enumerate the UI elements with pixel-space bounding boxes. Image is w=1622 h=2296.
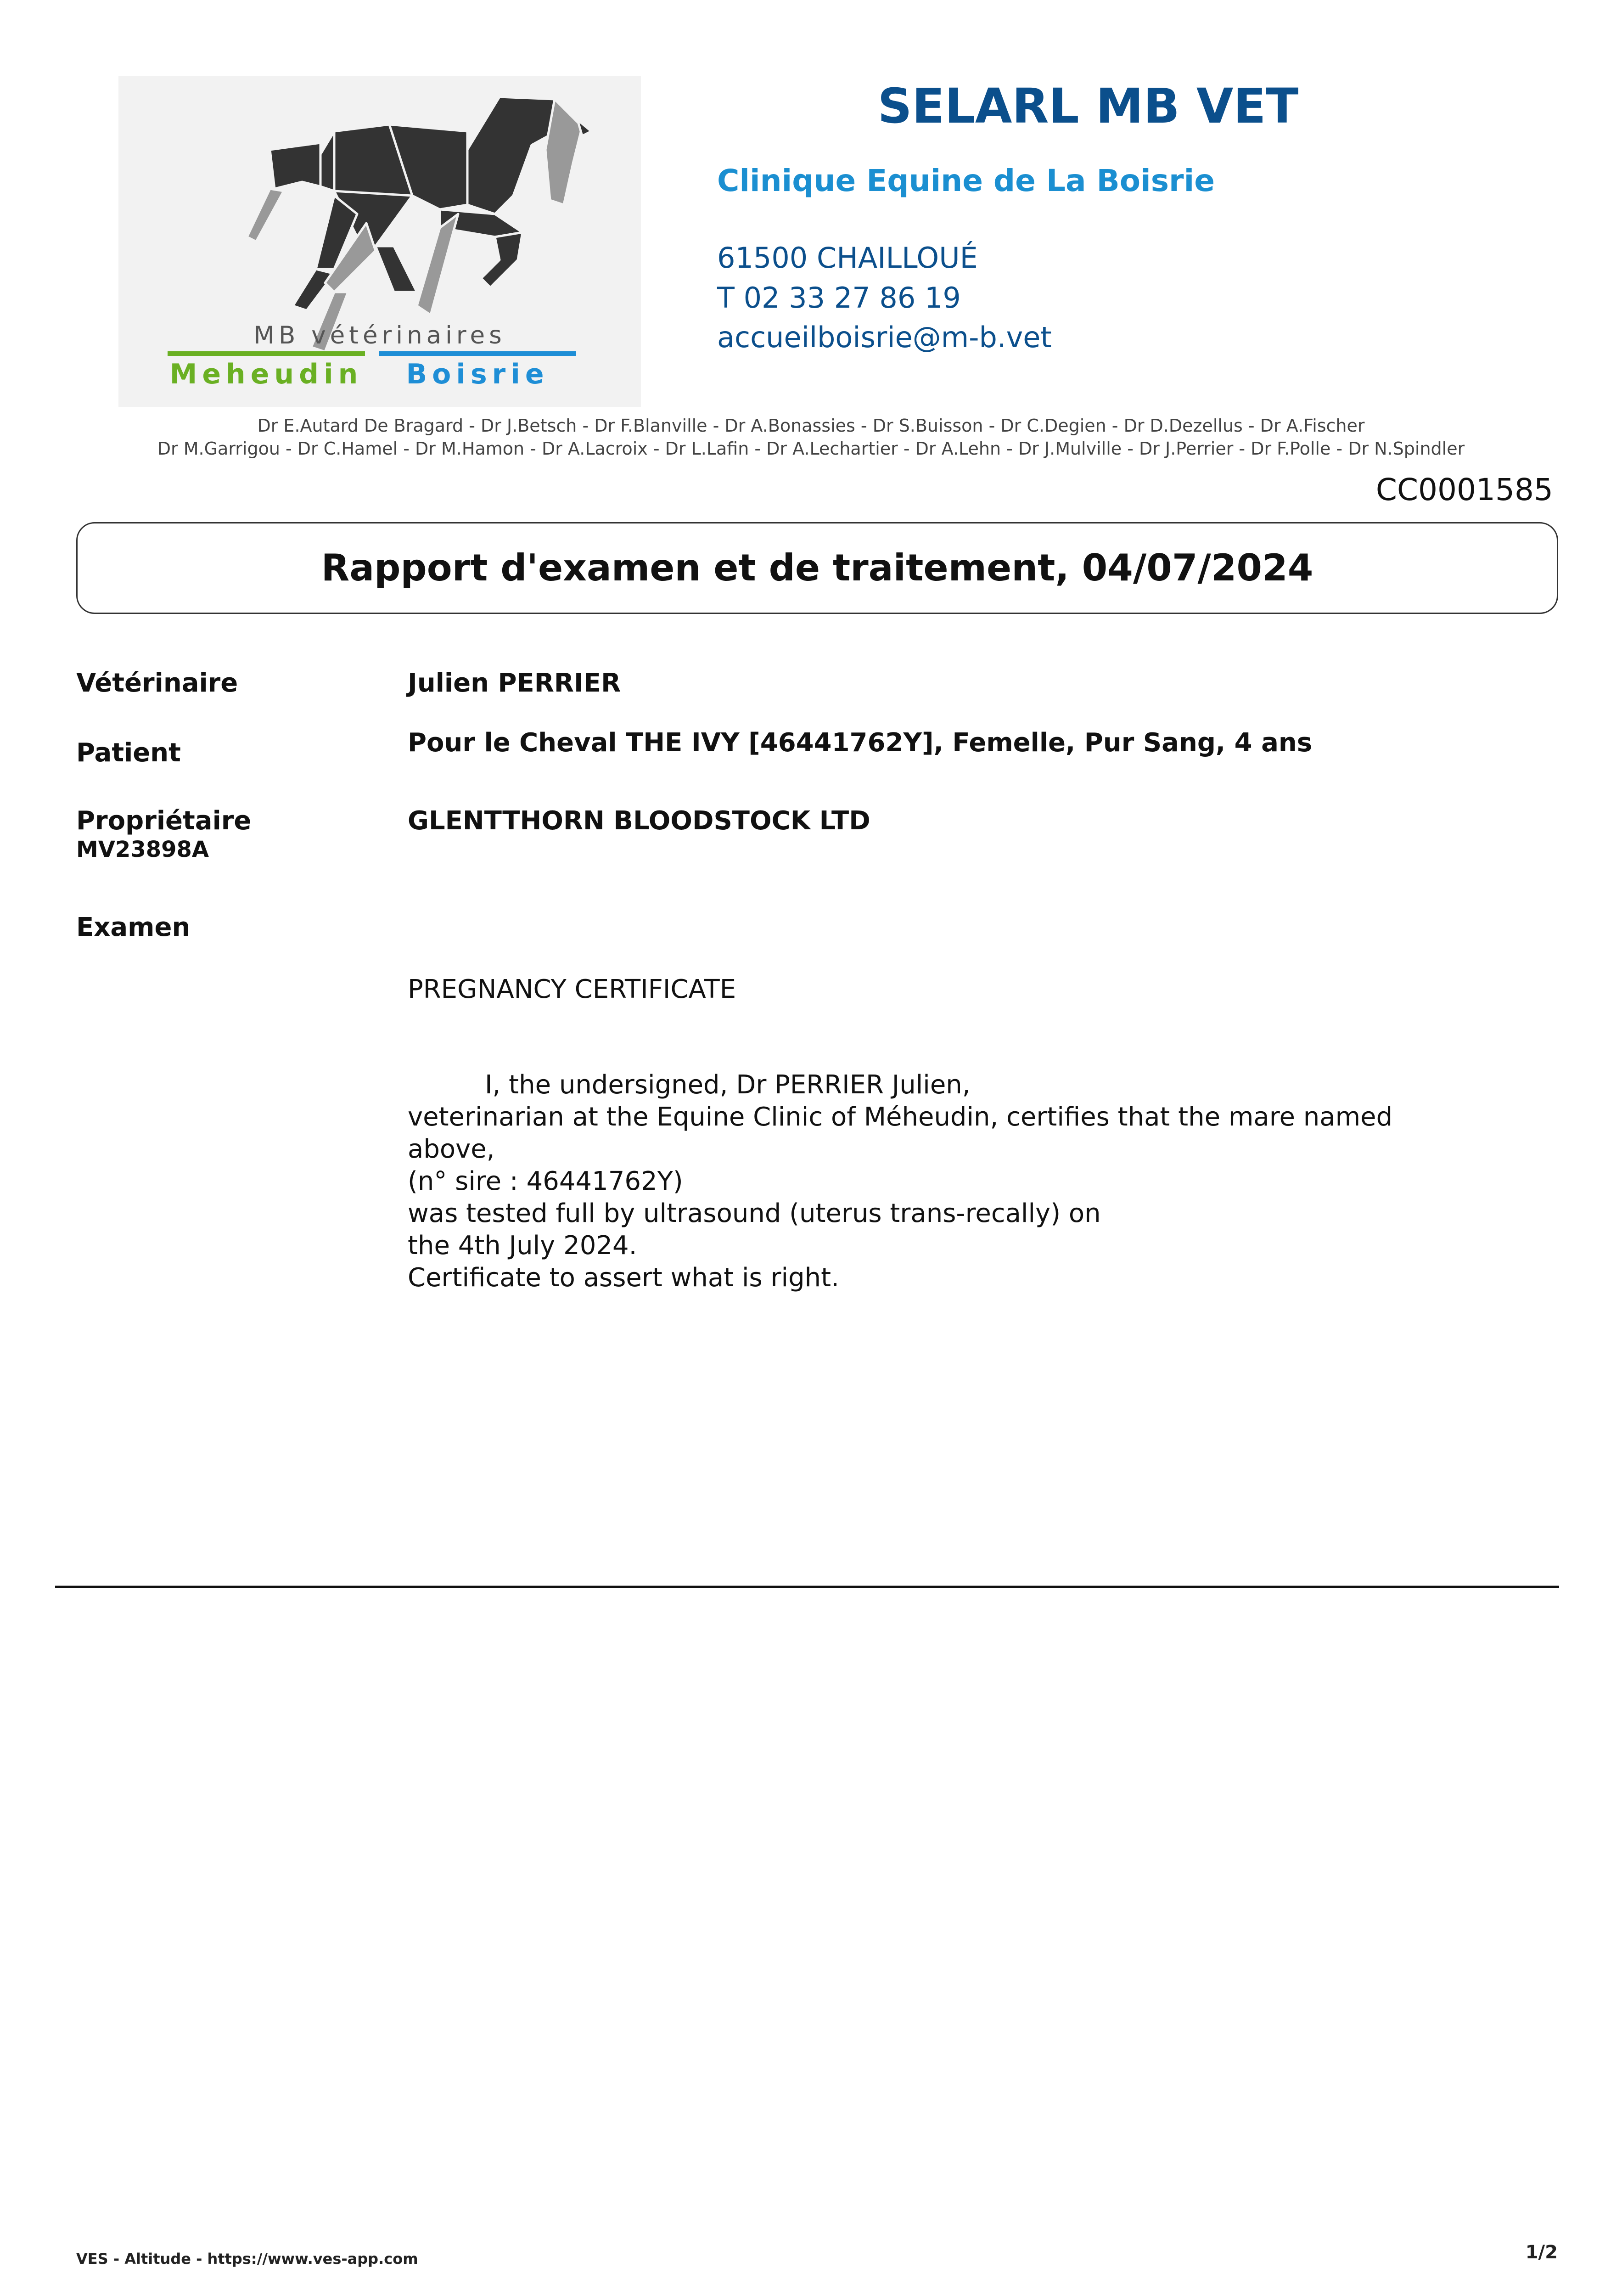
exam-heading: PREGNANCY CERTIFICATE <box>408 974 736 1004</box>
document-reference: CC0001585 <box>1375 472 1553 507</box>
logo-subtitle: MB vétérinaires <box>253 321 506 349</box>
clinic-city: 61500 CHAILLOUÉ <box>717 241 978 275</box>
doctors-list-line-1: Dr E.Autard De Bragard - Dr J.Betsch - Dr F.Blanville - Dr A.Bonassies - Dr S.Buisson - Dr C.Degien - Dr D.Dezellus - Dr A.Fischer <box>257 416 1365 436</box>
origami-horse-icon <box>118 76 641 407</box>
exam-line: the 4th July 2024. <box>408 1231 637 1261</box>
exam-body <box>408 974 1464 1294</box>
doctors-list-line-2: Dr M.Garrigou - Dr C.Hamel - Dr M.Hamon - Dr A.Lacroix - Dr L.Lafin - Dr A.Lechartier - Dr A.Lehn - Dr J.Mulville - Dr J.Perrier - Dr F.Polle - Dr N.Spindler <box>157 439 1465 459</box>
veterinarian-value: Julien PERRIER <box>408 668 621 698</box>
exam-line: was tested full by ultrasound (uterus trans-recally) on <box>408 1199 1101 1228</box>
clinic-logo <box>118 76 641 407</box>
clinic-email: accueilboisrie@m-b.vet <box>717 321 1052 354</box>
document-title: Rapport d'examen et de traitement, 04/07/2024 <box>321 546 1313 589</box>
exam-line: veterinarian at the Equine Clinic of Méheudin, certifies that the mare named <box>408 1102 1393 1132</box>
exam-line: (n° sire : 46441762Y) <box>408 1166 683 1196</box>
logo-blue-line <box>379 351 576 356</box>
clinic-name: Clinique Equine de La Boisrie <box>717 163 1215 198</box>
logo-meheudin-word: Meheudin <box>169 358 363 390</box>
exam-line: Certificate to assert what is right. <box>408 1263 839 1293</box>
owner-label: Propriétaire <box>76 806 252 836</box>
patient-label: Patient <box>76 738 181 768</box>
horizontal-rule <box>55 1586 1559 1588</box>
logo-green-line <box>168 351 365 356</box>
company-name: SELARL MB VET <box>877 78 1299 134</box>
owner-id: MV23898A <box>76 837 209 862</box>
owner-value: GLENTTHORN BLOODSTOCK LTD <box>408 806 870 836</box>
footer-software: VES - Altitude - https://www.ves-app.com <box>76 2250 418 2268</box>
exam-line: I, the undersigned, Dr PERRIER Julien, <box>485 1070 971 1100</box>
exam-label: Examen <box>76 912 191 942</box>
page-number: 1/2 <box>1525 2242 1558 2263</box>
veterinarian-label: Vétérinaire <box>76 668 238 698</box>
exam-line: above, <box>408 1134 495 1164</box>
logo-boisrie-word: Boisrie <box>406 358 549 390</box>
patient-value: Pour le Cheval THE IVY [46441762Y], Femelle, Pur Sang, 4 ans <box>408 728 1313 758</box>
clinic-phone: T 02 33 27 86 19 <box>717 281 961 315</box>
